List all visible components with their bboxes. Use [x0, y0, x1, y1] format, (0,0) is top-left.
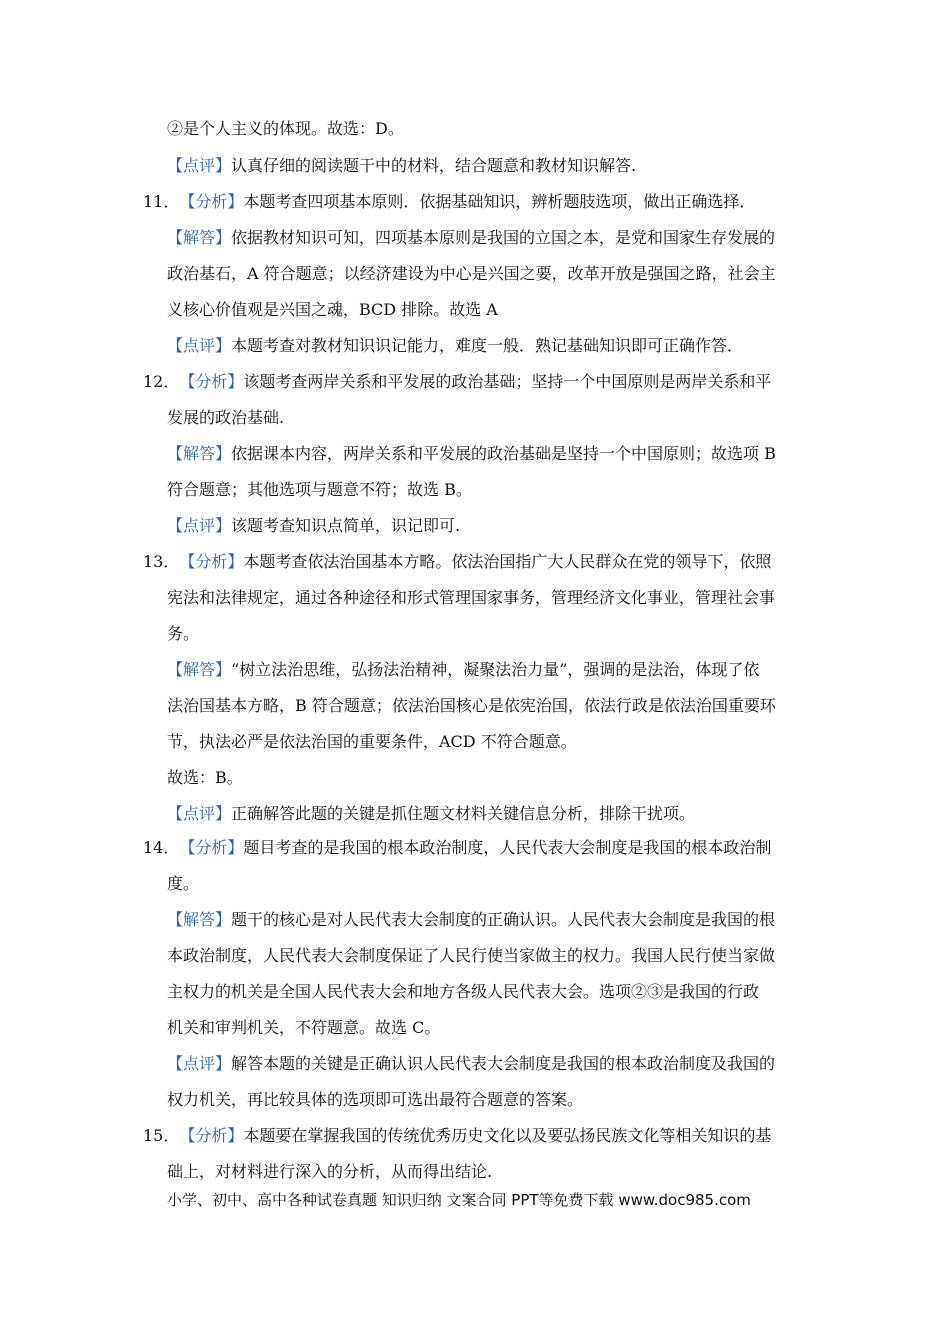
answer-line: 【解答】题干的核心是对人民代表大会制度的正确认识。人民代表大会制度是我国的根 [167, 910, 776, 929]
text-line: 主权力的机关是全国人民代表大会和地方各级人民代表大会。选项②③是我国的行政 [167, 982, 760, 1001]
analysis-tag: 【分析】 [179, 838, 244, 857]
analysis-tag: 【分析】 [179, 552, 244, 571]
answer-line: 【解答】依据教材知识可知，四项基本原则是我国的立国之本，是党和国家生存发展的 [167, 228, 776, 247]
comment-line: 【点评】该题考查知识点简单，识记即可. [167, 516, 461, 535]
comment-line: 【点评】本题考查对教材知识识记能力，难度一般．熟记基础知识即可正确作答． [167, 336, 744, 355]
text-line: 发展的政治基础. [167, 408, 285, 427]
text-line: 故选：B。 [167, 768, 243, 787]
text-line: 宪法和法律规定，通过各种途径和形式管理国家事务，管理经济文化事业，管理社会事 [167, 588, 776, 607]
comment-tag: 【点评】 [167, 804, 232, 823]
text-line: 符合题意；其他选项与题意不符；故选 B。 [167, 480, 472, 499]
page-footer: 小学、初中、高中各种试卷真题 知识归纳 文案合同 PPT等免费下载 www.doc985.com [167, 1191, 751, 1209]
comment-line: 【点评】解答本题的关键是正确认识人民代表大会制度是我国的根本政治制度及我国的 [167, 1054, 776, 1073]
question-number: 11． [143, 192, 180, 211]
comment-tag: 【点评】 [167, 156, 232, 175]
analysis-tag: 【分析】 [179, 192, 244, 211]
comment-tag: 【点评】 [167, 1054, 232, 1073]
comment-tag: 【点评】 [167, 336, 232, 355]
text-line: 务。 [167, 624, 200, 643]
text-line: 本政治制度，人民代表大会制度保证了人民行使当家做主的权力。我国人民行使当家做 [167, 946, 776, 965]
text-line: 法治国基本方略，B 符合题意；依法治国核心是依宪治国，依法行政是依法治国重要环 [167, 696, 776, 715]
comment-line: 【点评】正确解答此题的关键是抓住题文材料关键信息分析，排除干扰项。 [167, 804, 696, 823]
question-number: 13． [143, 552, 180, 571]
answer-tag: 【解答】 [167, 660, 232, 679]
answer-line: 【解答】“树立法治思维，弘扬法治精神，凝聚法治力量”，强调的是法治，体现了依 [167, 660, 760, 679]
analysis-tag: 【分析】 [179, 372, 244, 391]
answer-tag: 【解答】 [167, 444, 232, 463]
text-line: ②是个人主义的体现。故选：D。 [167, 119, 404, 138]
text-line: 础上，对材料进行深入的分析，从而得出结论. [167, 1162, 493, 1181]
question-number: 12． [143, 372, 180, 391]
comment-tag: 【点评】 [167, 516, 232, 535]
question-13-analysis: 13．【分析】本题考查依法治国基本方略。依法治国指广大人民群众在党的领导下，依照 [143, 552, 772, 571]
comment-line: 【点评】认真仔细的阅读题干中的材料，结合题意和教材知识解答. [167, 156, 637, 175]
answer-tag: 【解答】 [167, 228, 232, 247]
analysis-tag: 【分析】 [179, 1126, 244, 1145]
question-number: 14． [143, 838, 180, 857]
text-line: 义核心价值观是兴国之魂，BCD 排除。故选 A [167, 300, 498, 319]
text-line: 机关和审判机关，不符题意。故选 C。 [167, 1018, 441, 1037]
text-line: 度。 [167, 874, 200, 893]
text-line: 节，执法必严是依法治国的重要条件，ACD 不符合题意。 [167, 732, 577, 751]
text-line: 政治基石，A 符合题意；以经济建设为中心是兴国之要，改革开放是强国之路，社会主 [167, 264, 776, 283]
question-14-analysis: 14．【分析】题目考查的是我国的根本政治制度，人民代表大会制度是我国的根本政治制 [143, 838, 772, 857]
answer-line: 【解答】依据课本内容，两岸关系和平发展的政治基础是坚持一个中国原则；故选项 B [167, 444, 776, 463]
question-15-analysis: 15．【分析】本题要在掌握我国的传统优秀历史文化以及要弘扬民族文化等相关知识的基 [143, 1126, 772, 1145]
text-line: 权力机关，再比较具体的选项即可选出最符合题意的答案。 [167, 1090, 584, 1109]
question-number: 15． [143, 1126, 180, 1145]
answer-tag: 【解答】 [167, 910, 232, 929]
question-11-analysis: 11．【分析】本题考查四项基本原则．依据基础知识，辨析题肢选项，做出正确选择． [143, 192, 756, 211]
question-12-analysis: 12．【分析】该题考查两岸关系和平发展的政治基础；坚持一个中国原则是两岸关系和平 [143, 372, 772, 391]
